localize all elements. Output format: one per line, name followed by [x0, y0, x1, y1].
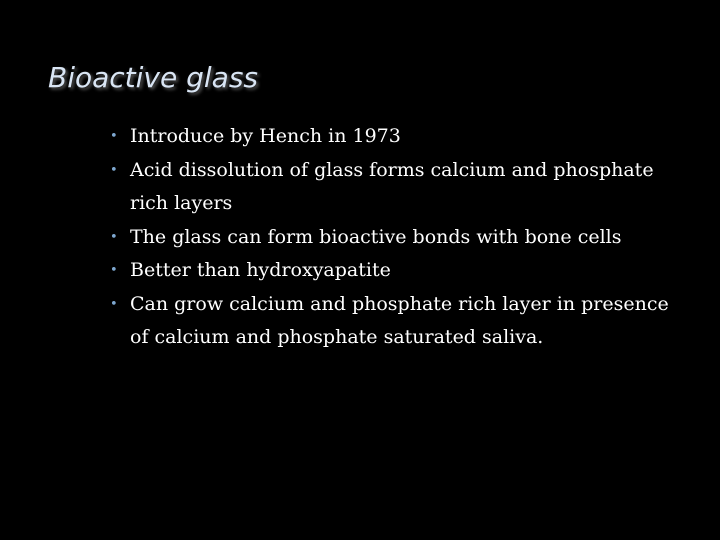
bullet-item [108, 254, 688, 288]
bullet-dot-icon: • [110, 263, 118, 278]
bullet-item [108, 221, 688, 255]
bullet-text: Acid dissolution of glass forms calcium and phosphate rich layers [130, 158, 654, 214]
bullet-dot-icon: • [110, 296, 118, 312]
bullet-dot-icon: • [110, 229, 118, 245]
bullet-text: Introduce by Hench in 1973 [130, 125, 401, 147]
bullet-item [108, 154, 688, 221]
bullet-text: Can grow calcium and phosphate rich layer in presence of calcium and phosphate saturated saliva. [130, 292, 669, 348]
bullet-dot-icon: • [110, 129, 118, 144]
slide-title: Bioactive glass [48, 61, 259, 94]
bullet-item [108, 120, 688, 154]
bullet-item [108, 288, 688, 355]
bullet-text: The glass can form bioactive bonds with bone cells [130, 225, 622, 248]
bullet-dot-icon: • [110, 162, 118, 178]
bullet-list [108, 120, 688, 355]
bullet-text: Better than hydroxyapatite [130, 259, 391, 281]
